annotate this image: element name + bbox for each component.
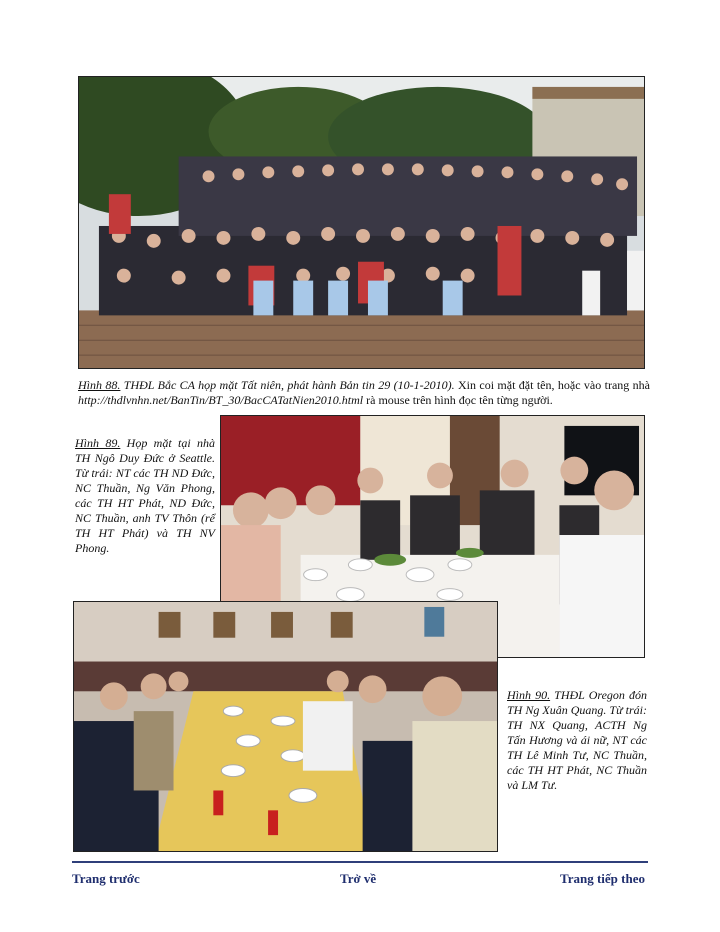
figure-88-number: Hình 88. xyxy=(78,378,121,392)
figure-88-text-a: Xin coi mặt đặt tên, hoặc vào trang nhà xyxy=(454,378,650,392)
figure-89-number: Hình 89. xyxy=(75,436,121,450)
next-page-link[interactable]: Trang tiếp theo xyxy=(560,871,645,886)
figure-88-url[interactable]: http://thdlvnhn.net/BanTin/BT_30/BacCATatNien2010.html xyxy=(78,393,364,407)
figure-89-caption xyxy=(75,436,215,556)
figure-88-title: THĐL Bắc CA họp mặt Tất niên, phát hành Bản tin 29 (10-1-2010). xyxy=(120,378,455,392)
group-photo-bac-ca xyxy=(78,76,645,369)
footer-divider xyxy=(72,861,648,863)
figure-88-text-b: rà mouse trên hình đọc tên từng người. xyxy=(363,393,553,407)
figure-89-text: Họp mặt tại nhà TH Ngô Duy Đức ở Seattle. Từ trái: NT các TH ND Đức, NC Thuần, Ng Văn Phong, các TH HT Phát, ND Đức, NC Thuần, anh TV Thôn (rể TH HT Phát) và TH NV Phong. xyxy=(75,436,216,555)
back-link[interactable]: Trở về xyxy=(340,871,377,886)
figure-88-caption xyxy=(78,378,650,408)
previous-page-link[interactable]: Trang trước xyxy=(72,871,140,886)
figure-90-caption xyxy=(507,688,647,793)
figure-90-number: Hình 90. xyxy=(507,688,551,702)
figure-90-text: THĐL Oregon đón TH Ng Xuân Quang. Từ trái: TH NX Quang, ACTH Ng Tấn Hương và ái nữ, NT các TH Lê Minh Tư, NC Thuần, các TH HT Phát, NC Thuần và LM Tư. xyxy=(507,688,647,792)
restaurant-photo-oregon xyxy=(73,601,498,852)
